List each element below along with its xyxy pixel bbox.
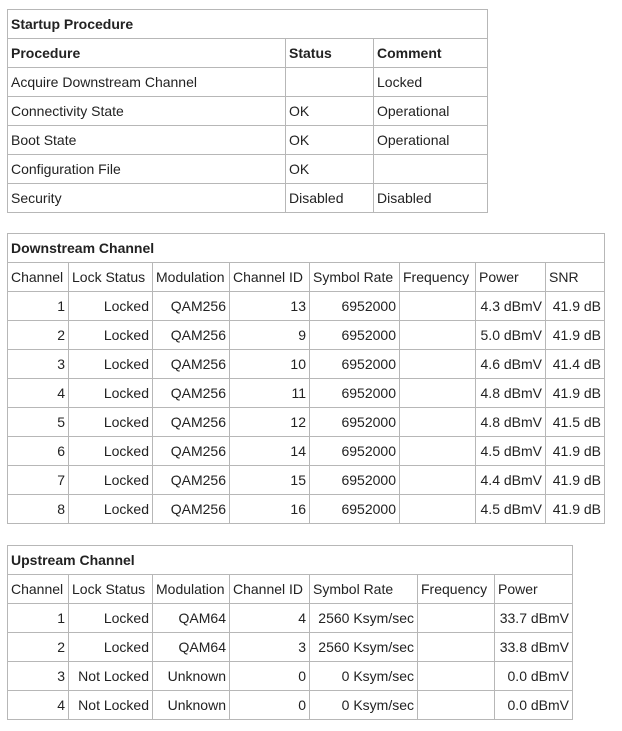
status-cell: Disabled bbox=[286, 184, 374, 213]
column-header: Channel ID bbox=[230, 263, 310, 292]
table-row bbox=[8, 379, 605, 408]
table-row bbox=[8, 68, 488, 97]
comment-cell bbox=[374, 155, 488, 184]
symbol-rate-cell: 6952000 bbox=[310, 495, 400, 524]
column-header: Symbol Rate bbox=[310, 263, 400, 292]
table-title: Downstream Channel bbox=[8, 234, 605, 263]
channel-cell: 3 bbox=[8, 350, 69, 379]
channel-cell: 2 bbox=[8, 633, 69, 662]
lock-status-cell: Locked bbox=[69, 495, 153, 524]
frequency-cell bbox=[400, 292, 476, 321]
procedure-cell: Boot State bbox=[8, 126, 286, 155]
column-header: SNR bbox=[546, 263, 605, 292]
snr-cell: 41.5 dB bbox=[546, 408, 605, 437]
column-header: Modulation bbox=[153, 263, 230, 292]
power-cell: 4.8 dBmV bbox=[476, 408, 546, 437]
frequency-cell bbox=[400, 495, 476, 524]
frequency-cell bbox=[418, 604, 495, 633]
modulation-cell: Unknown bbox=[153, 691, 230, 720]
table-row bbox=[8, 321, 605, 350]
table-row bbox=[8, 350, 605, 379]
channel-id-cell: 9 bbox=[230, 321, 310, 350]
frequency-cell bbox=[400, 321, 476, 350]
snr-cell: 41.9 dB bbox=[546, 495, 605, 524]
table-row bbox=[8, 126, 488, 155]
status-cell: OK bbox=[286, 97, 374, 126]
snr-cell: 41.9 dB bbox=[546, 379, 605, 408]
column-header: Status bbox=[286, 39, 374, 68]
frequency-cell bbox=[400, 350, 476, 379]
lock-status-cell: Locked bbox=[69, 604, 153, 633]
procedure-cell: Connectivity State bbox=[8, 97, 286, 126]
modulation-cell: QAM256 bbox=[153, 437, 230, 466]
status-cell: OK bbox=[286, 155, 374, 184]
channel-cell: 7 bbox=[8, 466, 69, 495]
modulation-cell: QAM256 bbox=[153, 495, 230, 524]
modulation-cell: QAM256 bbox=[153, 350, 230, 379]
frequency-cell bbox=[400, 437, 476, 466]
power-cell: 4.3 dBmV bbox=[476, 292, 546, 321]
power-cell: 4.4 dBmV bbox=[476, 466, 546, 495]
column-header: Procedure bbox=[8, 39, 286, 68]
power-cell: 4.8 dBmV bbox=[476, 379, 546, 408]
table-header-row bbox=[8, 575, 573, 604]
column-header: Channel bbox=[8, 263, 69, 292]
symbol-rate-cell: 6952000 bbox=[310, 350, 400, 379]
channel-id-cell: 15 bbox=[230, 466, 310, 495]
table-row bbox=[8, 495, 605, 524]
comment-cell: Disabled bbox=[374, 184, 488, 213]
table-title: Startup Procedure bbox=[8, 10, 488, 39]
comment-cell: Operational bbox=[374, 97, 488, 126]
comment-cell: Locked bbox=[374, 68, 488, 97]
channel-cell: 1 bbox=[8, 604, 69, 633]
startup-procedure-table bbox=[7, 9, 488, 213]
symbol-rate-cell: 2560 Ksym/sec bbox=[310, 633, 418, 662]
column-header: Symbol Rate bbox=[310, 575, 418, 604]
column-header: Modulation bbox=[153, 575, 230, 604]
table-row bbox=[8, 408, 605, 437]
channel-cell: 2 bbox=[8, 321, 69, 350]
channel-cell: 8 bbox=[8, 495, 69, 524]
channel-id-cell: 3 bbox=[230, 633, 310, 662]
column-header: Frequency bbox=[418, 575, 495, 604]
comment-cell: Operational bbox=[374, 126, 488, 155]
symbol-rate-cell: 2560 Ksym/sec bbox=[310, 604, 418, 633]
lock-status-cell: Locked bbox=[69, 292, 153, 321]
lock-status-cell: Not Locked bbox=[69, 662, 153, 691]
modulation-cell: QAM256 bbox=[153, 466, 230, 495]
table-title-row bbox=[8, 234, 605, 263]
channel-cell: 5 bbox=[8, 408, 69, 437]
power-cell: 0.0 dBmV bbox=[495, 662, 573, 691]
table-title-row bbox=[8, 546, 573, 575]
channel-id-cell: 0 bbox=[230, 691, 310, 720]
table-row bbox=[8, 604, 573, 633]
table-row bbox=[8, 662, 573, 691]
symbol-rate-cell: 6952000 bbox=[310, 466, 400, 495]
power-cell: 33.7 dBmV bbox=[495, 604, 573, 633]
lock-status-cell: Locked bbox=[69, 350, 153, 379]
procedure-cell: Acquire Downstream Channel bbox=[8, 68, 286, 97]
column-header: Power bbox=[495, 575, 573, 604]
procedure-cell: Configuration File bbox=[8, 155, 286, 184]
column-header: Lock Status bbox=[69, 575, 153, 604]
table-row bbox=[8, 292, 605, 321]
modulation-cell: Unknown bbox=[153, 662, 230, 691]
channel-id-cell: 10 bbox=[230, 350, 310, 379]
column-header: Power bbox=[476, 263, 546, 292]
channel-cell: 6 bbox=[8, 437, 69, 466]
snr-cell: 41.9 dB bbox=[546, 437, 605, 466]
frequency-cell bbox=[418, 633, 495, 662]
status-cell bbox=[286, 68, 374, 97]
modulation-cell: QAM256 bbox=[153, 321, 230, 350]
frequency-cell bbox=[418, 691, 495, 720]
symbol-rate-cell: 6952000 bbox=[310, 321, 400, 350]
column-header: Channel ID bbox=[230, 575, 310, 604]
power-cell: 4.6 dBmV bbox=[476, 350, 546, 379]
upstream-channel-table bbox=[7, 545, 573, 720]
column-header: Comment bbox=[374, 39, 488, 68]
channel-cell: 4 bbox=[8, 379, 69, 408]
symbol-rate-cell: 6952000 bbox=[310, 379, 400, 408]
lock-status-cell: Not Locked bbox=[69, 691, 153, 720]
modulation-cell: QAM256 bbox=[153, 379, 230, 408]
power-cell: 4.5 dBmV bbox=[476, 437, 546, 466]
channel-id-cell: 4 bbox=[230, 604, 310, 633]
modulation-cell: QAM64 bbox=[153, 633, 230, 662]
table-title-row bbox=[8, 10, 488, 39]
table-row bbox=[8, 466, 605, 495]
table-row bbox=[8, 633, 573, 662]
lock-status-cell: Locked bbox=[69, 321, 153, 350]
symbol-rate-cell: 6952000 bbox=[310, 292, 400, 321]
lock-status-cell: Locked bbox=[69, 379, 153, 408]
power-cell: 5.0 dBmV bbox=[476, 321, 546, 350]
channel-id-cell: 14 bbox=[230, 437, 310, 466]
table-row bbox=[8, 97, 488, 126]
power-cell: 33.8 dBmV bbox=[495, 633, 573, 662]
table-row bbox=[8, 691, 573, 720]
symbol-rate-cell: 6952000 bbox=[310, 437, 400, 466]
downstream-channel-table bbox=[7, 233, 605, 524]
column-header: Lock Status bbox=[69, 263, 153, 292]
modulation-cell: QAM64 bbox=[153, 604, 230, 633]
channel-cell: 4 bbox=[8, 691, 69, 720]
snr-cell: 41.9 dB bbox=[546, 321, 605, 350]
channel-cell: 1 bbox=[8, 292, 69, 321]
snr-cell: 41.9 dB bbox=[546, 292, 605, 321]
symbol-rate-cell: 0 Ksym/sec bbox=[310, 691, 418, 720]
table-header-row bbox=[8, 39, 488, 68]
channel-id-cell: 13 bbox=[230, 292, 310, 321]
status-cell: OK bbox=[286, 126, 374, 155]
lock-status-cell: Locked bbox=[69, 408, 153, 437]
column-header: Frequency bbox=[400, 263, 476, 292]
modulation-cell: QAM256 bbox=[153, 408, 230, 437]
frequency-cell bbox=[400, 379, 476, 408]
table-row bbox=[8, 155, 488, 184]
symbol-rate-cell: 0 Ksym/sec bbox=[310, 662, 418, 691]
table-row bbox=[8, 184, 488, 213]
table-row bbox=[8, 437, 605, 466]
lock-status-cell: Locked bbox=[69, 437, 153, 466]
symbol-rate-cell: 6952000 bbox=[310, 408, 400, 437]
frequency-cell bbox=[400, 466, 476, 495]
column-header: Channel bbox=[8, 575, 69, 604]
snr-cell: 41.4 dB bbox=[546, 350, 605, 379]
channel-id-cell: 0 bbox=[230, 662, 310, 691]
power-cell: 4.5 dBmV bbox=[476, 495, 546, 524]
table-title: Upstream Channel bbox=[8, 546, 573, 575]
modulation-cell: QAM256 bbox=[153, 292, 230, 321]
procedure-cell: Security bbox=[8, 184, 286, 213]
lock-status-cell: Locked bbox=[69, 466, 153, 495]
frequency-cell bbox=[400, 408, 476, 437]
channel-id-cell: 12 bbox=[230, 408, 310, 437]
channel-id-cell: 16 bbox=[230, 495, 310, 524]
lock-status-cell: Locked bbox=[69, 633, 153, 662]
snr-cell: 41.9 dB bbox=[546, 466, 605, 495]
channel-id-cell: 11 bbox=[230, 379, 310, 408]
power-cell: 0.0 dBmV bbox=[495, 691, 573, 720]
table-header-row bbox=[8, 263, 605, 292]
channel-cell: 3 bbox=[8, 662, 69, 691]
frequency-cell bbox=[418, 662, 495, 691]
